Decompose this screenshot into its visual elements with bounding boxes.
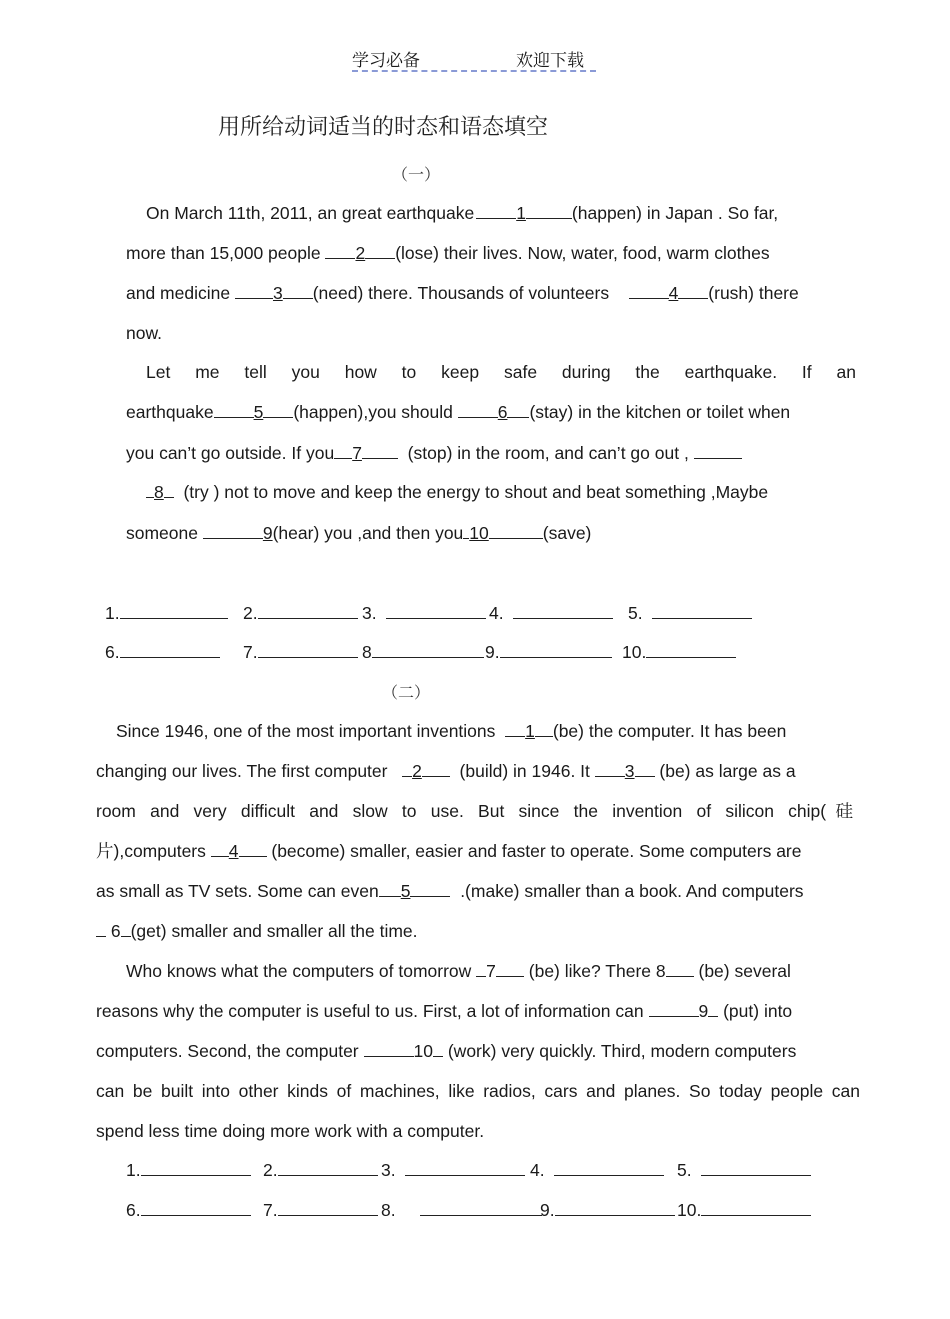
p2-answer-2[interactable]: 2. [263, 1160, 378, 1181]
p2-answer-8[interactable]: 8. [381, 1200, 542, 1221]
p1-line-2: more than 15,000 people 2 (lose) their lives. Now, water, food, warm clothes [126, 243, 770, 263]
header-left: 学习必备 [352, 51, 420, 71]
p1-answer-6[interactable]: 6. [105, 642, 220, 663]
p2-line-10: can be built into other kinds of machines, like radios, cars and planes. So today people can [96, 1081, 860, 1101]
p2-line-5: as small as TV sets. Some can even 5 .(make) smaller than a book. And computers [96, 881, 804, 901]
section-label-1: （一） [392, 165, 441, 184]
section-label-2: （二） [382, 683, 431, 702]
header-right: 欢迎下载 [516, 51, 584, 71]
p1-line-8: 8 (try ) not to move and keep the energy to shout and beat something ,Maybe [146, 481, 768, 503]
p2-line-9: computers. Second, the computer 10 (work) very quickly. Third, modern computers [96, 1041, 797, 1061]
p2-line-2: changing our lives. The first computer 2 (build) in 1946. It 3 (be) as large as a [96, 761, 796, 781]
p1-line-1: On March 11th, 2011, an great earthquake 1 (happen) in Japan . So far, [146, 203, 779, 223]
exercise-title: 用所给动词适当的时态和语态填空 [218, 115, 549, 140]
p2-line-4: 片),computers 4 (become) smaller, easier and faster to operate. Some computers are [96, 841, 802, 861]
p2-line-8: reasons why the computer is useful to us. First, a lot of information can 9 (put) into [96, 1001, 793, 1021]
p2-answer-10[interactable]: 10. [677, 1200, 811, 1221]
p1-line-7: you can’t go outside. If you 7 (stop) in the room, and can’t go out , [126, 442, 742, 464]
p1-line-6: earthquake 5 (happen),you should 6 (stay) in the kitchen or toilet when [126, 402, 791, 422]
p2-line-11: spend less time doing more work with a computer. [96, 1121, 485, 1141]
p2-answer-7[interactable]: 7. [263, 1200, 378, 1221]
p2-line-3: room and very difficult and slow to use. But since the invention of silicon chip(硅 [96, 801, 853, 821]
p2-answer-1[interactable]: 1. [126, 1160, 251, 1181]
p1-answer-8[interactable]: 8 [362, 642, 484, 663]
p1-answer-5[interactable]: 5. [628, 603, 752, 624]
p2-answer-5[interactable]: 5. [677, 1160, 811, 1181]
p1-line-3: and medicine 3 (need) there. Thousands of volunteers 4 (rush) there [126, 283, 799, 303]
p1-line-5: Let me tell you how to keep safe during the earthquake. If an [146, 362, 856, 382]
p2-answer-6[interactable]: 6. [126, 1200, 251, 1221]
p1-line-9: someone 9(hear) you ,and then you 10 (save) [126, 523, 592, 543]
p1-answer-9[interactable]: 9. [485, 642, 612, 663]
p1-answer-1[interactable]: 1. [105, 603, 228, 624]
p1-answer-10[interactable]: 10. [622, 642, 736, 663]
p2-line-6: 6 (get) smaller and smaller all the time. [96, 920, 418, 942]
p1-line-4: now. [126, 323, 162, 343]
p2-line-1: Since 1946, one of the most important inventions 1 (be) the computer. It has been [116, 721, 787, 741]
p2-answer-4[interactable]: 4. [530, 1160, 664, 1181]
p1-answer-7[interactable]: 7. [243, 642, 358, 663]
p1-answer-2[interactable]: 2. [243, 603, 358, 624]
p2-answer-9[interactable]: 9. [540, 1200, 675, 1221]
p2-line-7: Who knows what the computers of tomorrow 7 (be) like? There 8 (be) several [126, 961, 791, 981]
p2-answer-3[interactable]: 3. [381, 1160, 525, 1181]
p1-answer-3[interactable]: 3. [362, 603, 486, 624]
page-header [352, 44, 596, 72]
p1-answer-4[interactable]: 4. [489, 603, 613, 624]
